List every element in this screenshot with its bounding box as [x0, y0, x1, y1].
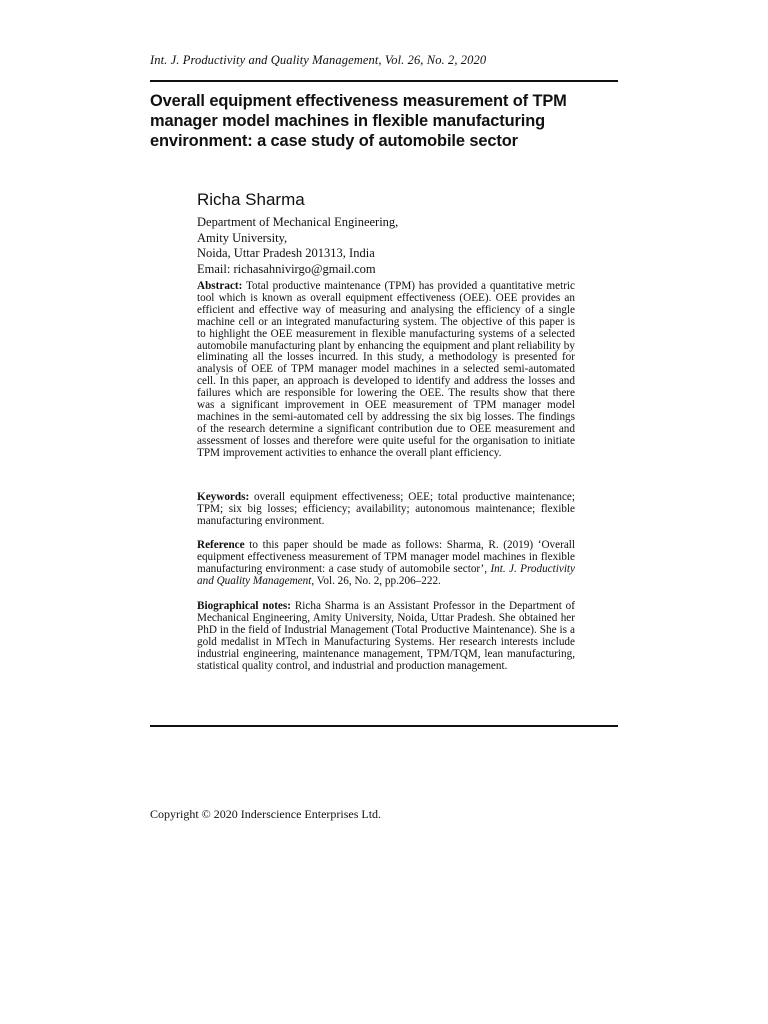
bio-label: Biographical notes: — [197, 600, 291, 612]
bio-text: Richa Sharma is an Assistant Professor in the Department of Mechanical Engineering, Amity University, Noida, Uttar Pradesh. She obtained her PhD in the field of Industrial Management (Total Productive Maintenance). She is a gold medalist in MTech in Manufacturing Systems. Her research interests include industrial engineering, maintenance management, TPM/TQM, lean manufacturing, statistical quality control, and industrial and production management. — [197, 600, 576, 672]
keywords — [197, 492, 575, 528]
affiliation-line: Amity University, — [197, 230, 288, 245]
affiliation-line: Department of Mechanical Engineering, — [197, 215, 399, 229]
title-line: environment: a case study of automobile sector — [150, 132, 518, 150]
author-affiliation — [197, 215, 577, 277]
bottom-rule — [150, 725, 618, 727]
paper-title — [150, 91, 620, 151]
top-rule — [150, 80, 618, 82]
reference-text: to this paper should be made as follows: Sharma, R. (2019) ‘Overall equipment effectiveness measurement of TPM manager model machines in flexible manufacturing environment: a case study of automobile sector’, — [197, 539, 575, 575]
copyright-notice: Copyright © 2020 Inderscience Enterprises Ltd. — [150, 807, 382, 821]
title-line: manager model machines in flexible manufacturing — [150, 112, 546, 130]
affiliation-line: Noida, Uttar Pradesh 201313, India — [197, 246, 375, 261]
title-line: Overall equipment effectiveness measurement of TPM — [150, 92, 567, 110]
reference-note — [197, 540, 575, 588]
author-name: Richa Sharma — [197, 190, 305, 209]
abstract — [197, 281, 575, 460]
keywords-label: Keywords: — [197, 491, 250, 503]
reference-tail: , Vol. 26, No. 2, pp.206–222. — [311, 574, 441, 587]
reference-journal: Int. J. Productivity and Quality Management — [197, 562, 576, 587]
biographical-notes — [197, 601, 575, 672]
abstract-text: Total productive maintenance (TPM) has provided a quantitative metric tool which is known as overall equipment effectiveness (OEE). OEE provides an efficient and effective way of measuring and analysing the efficiency of a single machine cell or an integrated manufacturing system. The objective of this paper is to highlight the OEE measurement in flexible manufacturing systems of a selected automobile manufacturing plant by enhancing the equipment and plant reliability by eliminating all the losses incurred. In this study, a methodology is presented for analysis of OEE of TPM manager model machines in a selected semi-automated cell. In this paper, an approach is developed to identify and address the losses and failures which are responsible for lowering the OEE. The results show that there was a significant improvement in OEE measurement of TPM manager model machines in the semi-automated cell by addressing the six big losses. The findings of the research determine a significant contribution due to OEE measurement and assessment of losses and therefore were quite useful for the organisation to initiate TPM improvement activities to enhance the overall plant efficiency. — [197, 280, 575, 459]
reference-label: Reference — [197, 539, 245, 551]
author-email: Email: richasahnivirgo@gmail.com — [197, 261, 376, 276]
journal-header: Int. J. Productivity and Quality Management, Vol. 26, No. 2, 2020 — [150, 53, 487, 67]
abstract-label: Abstract: — [197, 280, 243, 292]
keywords-text: overall equipment effectiveness; OEE; total productive maintenance; TPM; six big losses; efficiency; availability; autonomous maintenance; flexible manufacturing environment. — [197, 491, 575, 527]
